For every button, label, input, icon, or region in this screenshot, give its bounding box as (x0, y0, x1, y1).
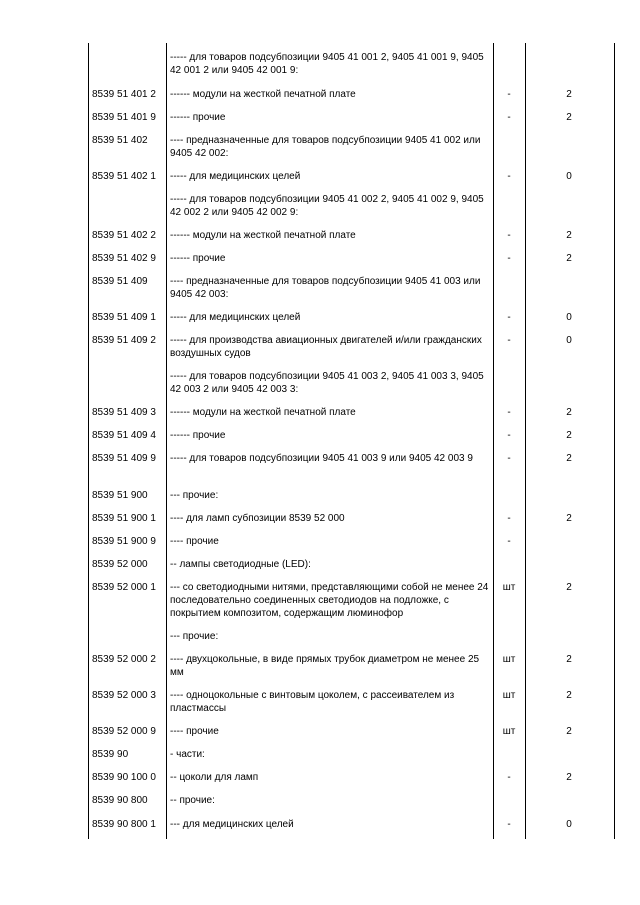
duty-rate-cell: 2 (566, 253, 572, 264)
column-rule-code (166, 43, 167, 839)
hs-code-cell: 8539 90 800 (92, 795, 148, 806)
hs-code-cell: 8539 52 000 3 (92, 690, 156, 701)
hs-code-cell: 8539 51 900 1 (92, 513, 156, 524)
description-cell: ------ модули на жесткой печатной плате (170, 407, 356, 418)
description-cell: ---- одноцокольные с винтовым цоколем, с рассеивателем из пластмассы (170, 690, 455, 714)
duty-rate-cell: 2 (566, 89, 572, 100)
duty-rate-cell: 2 (566, 513, 572, 524)
hs-code-cell: 8539 90 (92, 749, 129, 760)
duty-rate-cell: 2 (566, 230, 572, 241)
unit-cell: - (507, 230, 511, 241)
duty-rate-cell: 0 (566, 312, 572, 323)
unit-cell: - (507, 430, 511, 441)
hs-code-cell: 8539 52 000 1 (92, 582, 156, 593)
duty-rate-cell: 2 (566, 112, 572, 123)
duty-rate-cell: 2 (566, 582, 572, 593)
unit-cell: - (507, 407, 511, 418)
unit-cell: - (507, 312, 511, 323)
hs-code-cell: 8539 51 409 3 (92, 407, 156, 418)
unit-cell: - (507, 819, 511, 830)
column-rule-left (88, 43, 89, 839)
description-cell: --- со светодиодными нитями, представляющими собой не менее 24 последовательно соединенных светодиодов на подложке, с покрытием композитом, содержащим люминофор (170, 582, 489, 619)
hs-code-cell: 8539 51 409 (92, 276, 148, 287)
description-cell: --- прочие: (170, 631, 219, 642)
hs-code-cell: 8539 51 409 2 (92, 335, 156, 346)
hs-code-cell: 8539 90 800 1 (92, 819, 156, 830)
description-cell: ----- для медицинских целей (170, 312, 301, 323)
hs-code-cell: 8539 51 402 2 (92, 230, 156, 241)
description-cell: ------ прочие (170, 253, 226, 264)
unit-cell: - (507, 89, 511, 100)
description-cell: -- цоколи для ламп (170, 772, 259, 783)
duty-rate-cell: 2 (566, 430, 572, 441)
hs-code-cell: 8539 51 900 9 (92, 536, 156, 547)
unit-cell: шт (502, 726, 516, 737)
description-cell: ----- для медицинских целей (170, 171, 301, 182)
unit-cell: - (507, 335, 511, 346)
hs-code-cell: 8539 90 100 0 (92, 772, 156, 783)
unit-cell: шт (502, 690, 516, 701)
unit-cell: шт (502, 654, 516, 665)
description-cell: -- прочие: (170, 795, 215, 806)
description-cell: --- прочие: (170, 490, 219, 501)
hs-code-cell: 8539 51 402 9 (92, 253, 156, 264)
duty-rate-cell: 0 (566, 171, 572, 182)
hs-code-cell: 8539 51 409 4 (92, 430, 156, 441)
duty-rate-cell: 2 (566, 690, 572, 701)
hs-code-cell: 8539 51 900 (92, 490, 148, 501)
hs-code-cell: 8539 52 000 (92, 559, 148, 570)
hs-code-cell: 8539 51 409 9 (92, 453, 156, 464)
description-cell: ---- прочие (170, 536, 219, 547)
hs-code-cell: 8539 52 000 9 (92, 726, 156, 737)
duty-rate-cell: 0 (566, 819, 572, 830)
description-cell: ---- предназначенные для товаров подсубпозиции 9405 41 002 или 9405 42 002: (170, 135, 481, 159)
unit-cell: - (507, 513, 511, 524)
duty-rate-cell: 2 (566, 726, 572, 737)
column-rule-right (614, 43, 615, 839)
unit-cell: шт (502, 582, 516, 593)
duty-rate-cell: 0 (566, 335, 572, 346)
description-cell: ----- для товаров подсубпозиции 9405 41 002 2, 9405 41 002 9, 9405 42 002 2 или 9405 42 002 9: (170, 194, 484, 218)
hs-code-cell: 8539 51 402 (92, 135, 148, 146)
description-cell: ------ прочие (170, 112, 226, 123)
hs-code-cell: 8539 51 401 2 (92, 89, 156, 100)
duty-rate-cell: 2 (566, 453, 572, 464)
description-cell: ---- прочие (170, 726, 219, 737)
duty-rate-cell: 2 (566, 772, 572, 783)
hs-code-cell: 8539 51 402 1 (92, 171, 156, 182)
description-cell: ------ модули на жесткой печатной плате (170, 230, 356, 241)
duty-rate-cell: 2 (566, 407, 572, 418)
unit-cell: - (507, 171, 511, 182)
unit-cell: - (507, 453, 511, 464)
description-cell: - части: (170, 749, 205, 760)
description-cell: ----- для производства авиационных двигателей и/или гражданских воздушных судов (170, 335, 482, 359)
description-cell: ------ модули на жесткой печатной плате (170, 89, 356, 100)
column-rule-desc (493, 43, 494, 839)
hs-code-cell: 8539 51 409 1 (92, 312, 156, 323)
description-cell: ----- для товаров подсубпозиции 9405 41 003 9 или 9405 42 003 9 (170, 453, 473, 464)
duty-rate-cell: 2 (566, 654, 572, 665)
column-rule-unit (525, 43, 526, 839)
description-cell: ------ прочие (170, 430, 226, 441)
description-cell: ---- предназначенные для товаров подсубпозиции 9405 41 003 или 9405 42 003: (170, 276, 481, 300)
description-cell: ----- для товаров подсубпозиции 9405 41 003 2, 9405 41 003 3, 9405 42 003 2 или 9405 42 003 3: (170, 371, 484, 395)
description-cell: ---- двухцокольные, в виде прямых трубок диаметром не менее 25 мм (170, 654, 480, 678)
description-cell: ----- для товаров подсубпозиции 9405 41 001 2, 9405 41 001 9, 9405 42 001 2 или 9405 42 001 9: (170, 52, 484, 76)
description-cell: --- для медицинских целей (170, 819, 294, 830)
unit-cell: - (507, 253, 511, 264)
unit-cell: - (507, 112, 511, 123)
hs-code-cell: 8539 52 000 2 (92, 654, 156, 665)
unit-cell: - (507, 536, 511, 547)
description-cell: ---- для ламп субпозиции 8539 52 000 (170, 513, 345, 524)
description-cell: -- лампы светодиодные (LED): (170, 559, 311, 570)
hs-code-cell: 8539 51 401 9 (92, 112, 156, 123)
unit-cell: - (507, 772, 511, 783)
